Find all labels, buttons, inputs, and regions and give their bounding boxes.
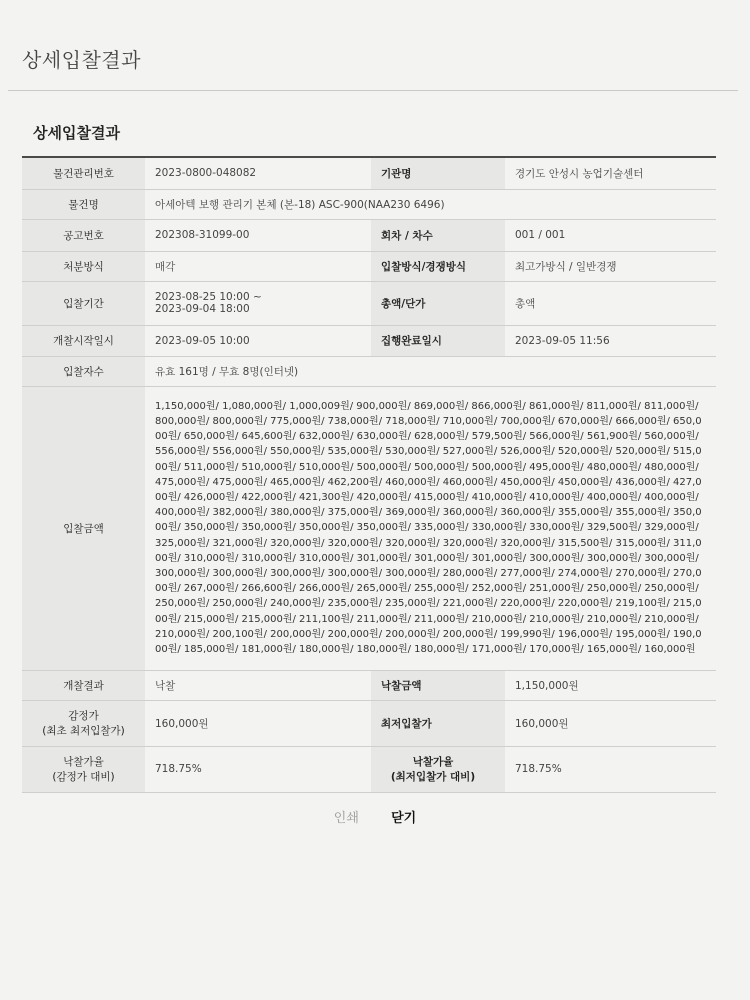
value-appraisal: 160,000원	[145, 700, 371, 746]
label-exec-done: 집행완료일시	[371, 325, 505, 356]
table-row	[22, 356, 716, 386]
label-open-start: 개찰시작일시	[22, 325, 145, 356]
table-row	[22, 700, 716, 746]
value-ratio-min: 718.75%	[505, 746, 716, 792]
table-row	[22, 157, 716, 189]
label-disposal: 처분방식	[22, 251, 145, 281]
section-title: 상세입찰결과	[33, 124, 120, 142]
value-open-start: 2023-09-05 10:00	[145, 325, 371, 356]
label-result: 개찰결과	[22, 670, 145, 700]
close-button[interactable]: 닫기	[391, 811, 417, 826]
label-bid-amounts: 입찰금액	[22, 386, 145, 670]
value-item-name: 아세아텍 보행 관리기 본체 (본-18) ASC-900(NAA230 6496)	[145, 189, 716, 219]
table-row	[22, 189, 716, 219]
value-bid-amounts: 1,150,000원/ 1,080,000원/ 1,000,009원/ 900,000원/ 869,000원/ 866,000원/ 861,000원/ 811,000원/ 811,000원/ 800,000원/ 800,000원/ 775,000원/ 738,000원/ 718,000원/ 710,000원/ 700,000원/ 670,000원/ 666,000원/ 650,000원/ 650,000원/ 645,600원/ 632,000원/ 630,000원/ 628,000원/ 579,500원/ 566,000원/ 561,900원/ 560,000원/ 556,000원/ 556,000원/ 550,000원/ 535,000원/ 530,000원/ 527,000원/ 526,000원/ 520,000원/ 520,000원/ 515,000원/ 511,000원/ 510,000원/ 510,000원/ 500,000원/ 500,000원/ 500,000원/ 495,000원/ 480,000원/ 480,000원/ 475,000원/ 475,000원/ 465,000원/ 462,200원/ 460,000원/ 460,000원/ 450,000원/ 450,000원/ 436,000원/ 427,000원/ 426,000원/ 422,000원/ 421,300원/ 420,000원/ 415,000원/ 410,000원/ 410,000원/ 400,000원/ 400,000원/ 400,000원/ 382,000원/ 380,000원/ 375,000원/ 369,000원/ 360,000원/ 360,000원/ 355,000원/ 355,000원/ 350,000원/ 350,000원/ 350,000원/ 350,000원/ 350,000원/ 335,000원/ 330,000원/ 330,000원/ 329,500원/ 329,000원/ 325,000원/ 321,000원/ 320,000원/ 320,000원/ 320,000원/ 320,000원/ 320,000원/ 315,500원/ 315,000원/ 311,000원/ 310,000원/ 310,000원/ 310,000원/ 301,000원/ 301,000원/ 301,000원/ 300,000원/ 300,000원/ 300,000원/ 300,000원/ 300,000원/ 300,000원/ 300,000원/ 300,000원/ 280,000원/ 277,000원/ 274,000원/ 270,000원/ 270,000원/ 267,000원/ 266,600원/ 266,000원/ 265,000원/ 255,000원/ 252,000원/ 251,000원/ 250,000원/ 250,000원/ 250,000원/ 250,000원/ 240,000원/ 235,000원/ 235,000원/ 221,000원/ 220,000원/ 220,000원/ 219,100원/ 215,000원/ 215,000원/ 215,000원/ 211,100원/ 211,000원/ 211,000원/ 210,000원/ 210,000원/ 210,000원/ 210,000원/ 210,000원/ 200,100원/ 200,000원/ 200,000원/ 200,000원/ 200,000원/ 199,990원/ 196,000원/ 195,000원/ 190,000원/ 185,000원/ 181,000원/ 180,000원/ 180,000원/ 180,000원/ 171,000원/ 170,000원/ 165,000원/ 160,000원	[145, 386, 716, 670]
value-bidders: 유효 161명 / 무효 8명(인터넷)	[145, 356, 716, 386]
table-row	[22, 281, 716, 325]
table-row	[22, 325, 716, 356]
label-agency: 기관명	[371, 157, 505, 189]
table-row	[22, 670, 716, 700]
value-disposal: 매각	[145, 251, 371, 281]
table-row	[22, 219, 716, 251]
value-result: 낙찰	[145, 670, 371, 700]
value-min-bid: 160,000원	[505, 700, 716, 746]
divider	[8, 90, 738, 91]
value-notice-no: 202308-31099-00	[145, 219, 371, 251]
value-bid-method: 최고가방식 / 일반경쟁	[505, 251, 716, 281]
label-total-unit: 총액/단가	[371, 281, 505, 325]
label-bidders: 입찰자수	[22, 356, 145, 386]
label-notice-no: 공고번호	[22, 219, 145, 251]
label-round: 회차 / 차수	[371, 219, 505, 251]
value-agency: 경기도 안성시 농업기술센터	[505, 157, 716, 189]
label-ratio-min	[371, 746, 505, 792]
label-appraisal-line2: (최초 최저입찰가)	[42, 725, 125, 737]
table-row	[22, 746, 716, 792]
label-ratio-min-line2: (최저입찰가 대비)	[390, 771, 476, 783]
bid-period-start: 2023-08-25 10:00 ~	[155, 291, 262, 303]
print-button[interactable]: 인쇄	[333, 811, 359, 826]
value-ratio-appraisal: 718.75%	[145, 746, 371, 792]
value-exec-done: 2023-09-05 11:56	[505, 325, 716, 356]
bid-period-end: 2023-09-04 18:00	[155, 303, 250, 315]
label-appraisal-line1: 감정가	[68, 710, 99, 722]
button-bar	[0, 807, 750, 826]
value-item-no: 2023-0800-048082	[145, 157, 371, 189]
value-round: 001 / 001	[505, 219, 716, 251]
label-bid-method: 입찰방식/경쟁방식	[371, 251, 505, 281]
value-win-amount: 1,150,000원	[505, 670, 716, 700]
bid-result-table	[22, 156, 716, 793]
table-row	[22, 251, 716, 281]
value-bid-period	[145, 281, 371, 325]
label-ratio-appraisal-line1: 낙찰가율	[63, 756, 104, 768]
page-title: 상세입찰결과	[22, 48, 141, 72]
label-ratio-appraisal	[22, 746, 145, 792]
label-ratio-appraisal-line2: (감정가 대비)	[52, 771, 115, 783]
value-total-unit: 총액	[505, 281, 716, 325]
label-item-no: 물건관리번호	[22, 157, 145, 189]
label-min-bid: 최저입찰가	[371, 700, 505, 746]
label-bid-period: 입찰기간	[22, 281, 145, 325]
label-win-amount: 낙찰금액	[371, 670, 505, 700]
label-item-name: 물건명	[22, 189, 145, 219]
label-ratio-min-line1: 낙찰가율	[412, 756, 454, 768]
table-row	[22, 386, 716, 670]
label-appraisal	[22, 700, 145, 746]
